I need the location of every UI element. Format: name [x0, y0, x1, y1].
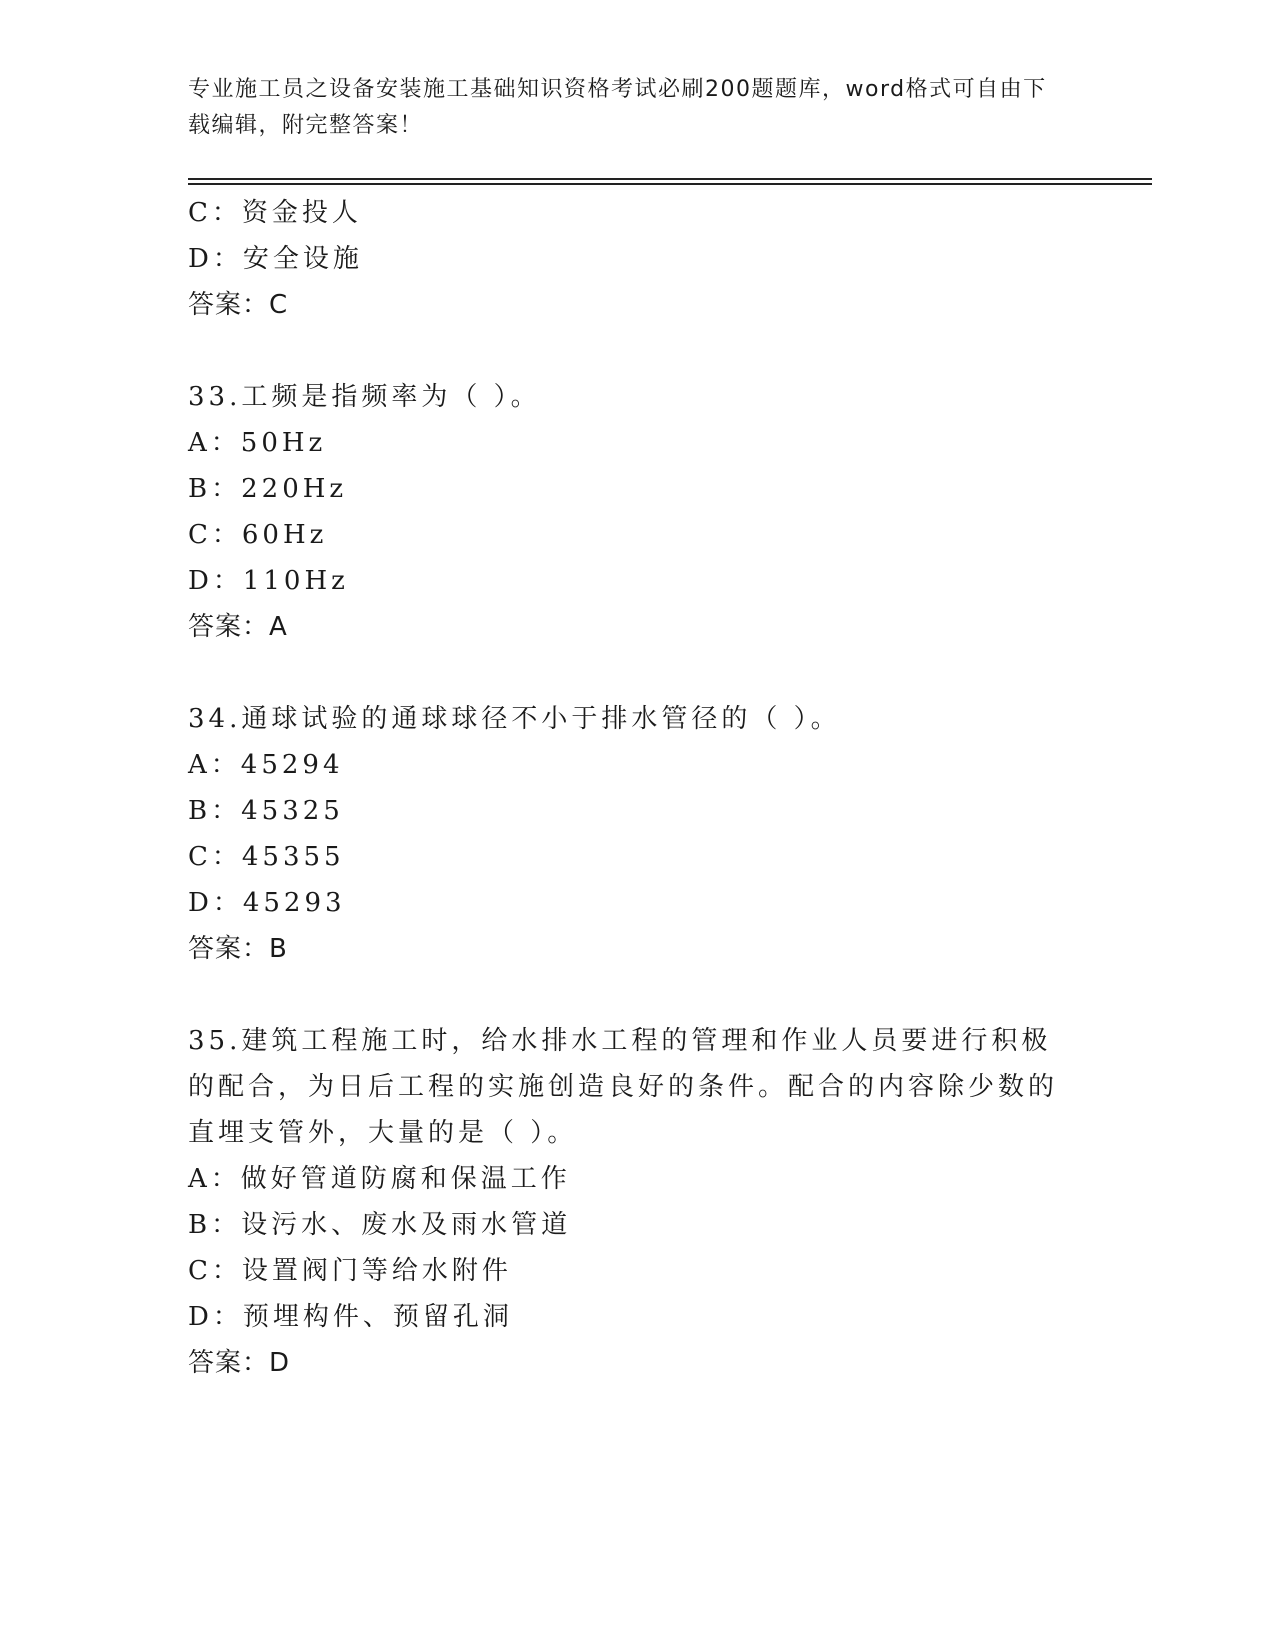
answer-line: 答案：B	[188, 934, 288, 964]
question-34	[188, 696, 1088, 972]
answer-line: 答案：C	[188, 290, 289, 320]
answer-line: 答案：D	[188, 1348, 291, 1378]
option-line: B：设污水、废水及雨水管道	[188, 1210, 572, 1240]
question-stem: 35.建筑工程施工时，给水排水工程的管理和作业人员要进行积极的配合，为日后工程的实施创造良好的条件。配合的内容除少数的直埋支管外，大量的是（ ）。	[188, 1026, 1059, 1148]
document-title: 专业施工员之设备安装施工基础知识资格考试必刷200题题库，word格式可自由下载编辑，附完整答案！	[188, 77, 1047, 138]
previous-question-tail	[188, 190, 1088, 328]
spacer	[188, 972, 1088, 1018]
option-line: B：45325	[188, 796, 344, 826]
answer-line: 答案：A	[188, 612, 288, 642]
option-line: C：资金投人	[188, 198, 362, 228]
spacer	[188, 328, 1088, 374]
question-stem: 34.通球试验的通球球径不小于排水管径的（ ）。	[188, 704, 841, 734]
document-header	[188, 72, 1068, 144]
spacer	[188, 650, 1088, 696]
question-35	[188, 1018, 1088, 1386]
header-divider-top	[188, 178, 1152, 180]
option-line: D：110Hz	[188, 566, 349, 596]
option-line: C：60Hz	[188, 520, 328, 550]
option-line: D：45293	[188, 888, 346, 918]
question-33	[188, 374, 1088, 650]
option-line: A：45294	[188, 750, 344, 780]
option-line: D：预埋构件、预留孔洞	[188, 1302, 513, 1332]
option-line: A：做好管道防腐和保温工作	[188, 1164, 571, 1194]
question-content	[188, 190, 1088, 1386]
option-line: B：220Hz	[188, 474, 348, 504]
option-line: D：安全设施	[188, 244, 363, 274]
option-line: A：50Hz	[188, 428, 327, 458]
option-line: C：设置阀门等给水附件	[188, 1256, 512, 1286]
header-divider-bottom	[188, 183, 1152, 185]
question-stem: 33.工频是指频率为（ ）。	[188, 382, 541, 412]
option-line: C：45355	[188, 842, 345, 872]
